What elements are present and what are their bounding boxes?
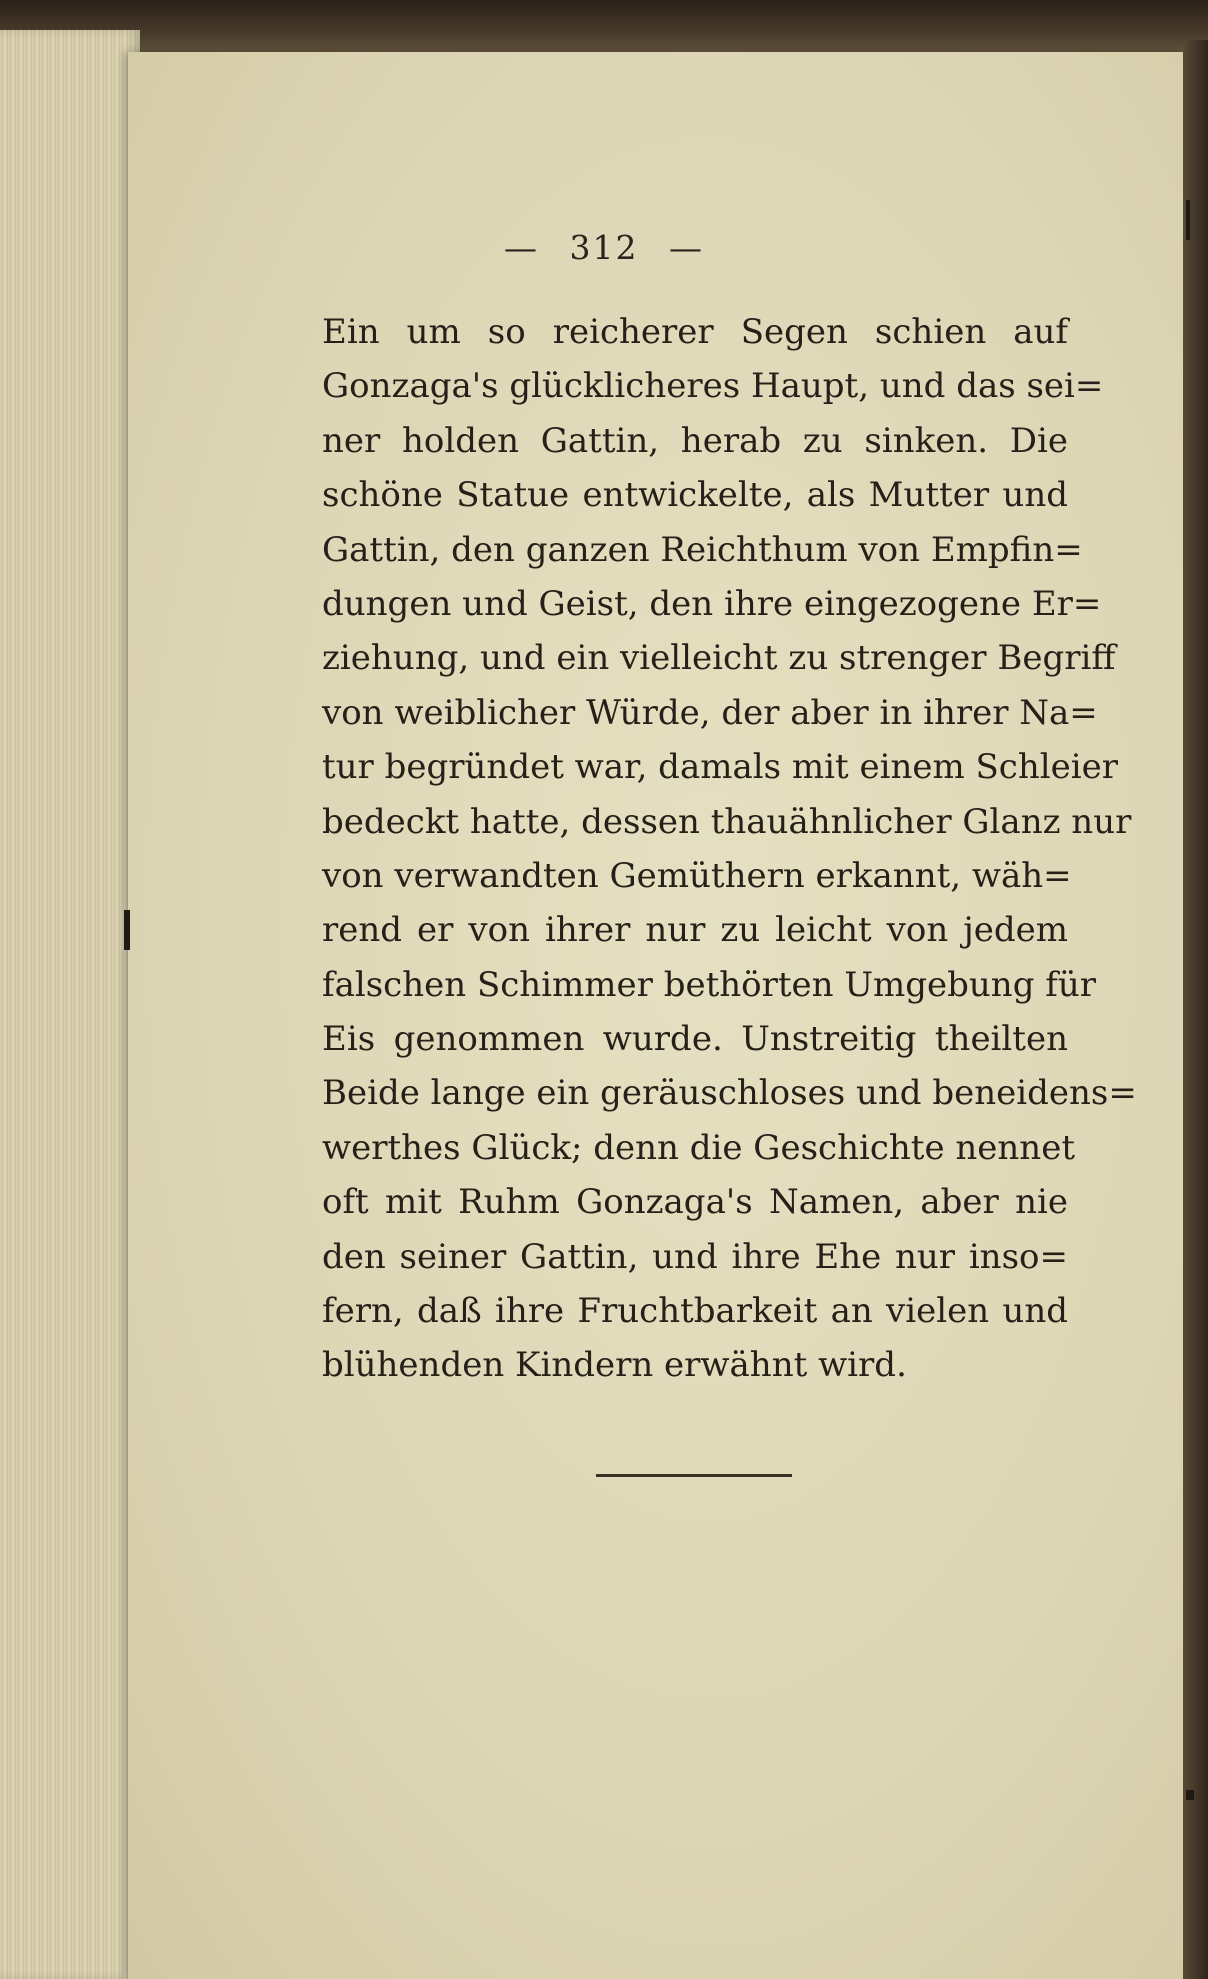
text-line: falschen Schimmer bethörten Umgebung für <box>322 964 1097 1005</box>
page-number <box>0 228 1208 267</box>
text-line: ner holden Gattin, herab zu sinken. Die <box>322 420 1068 461</box>
body-text <box>322 305 1137 1393</box>
text-line: den seiner Gattin, und ihre Ehe nur inso= <box>322 1236 1068 1277</box>
right-page-edge <box>1183 40 1208 1979</box>
margin-mark <box>124 910 130 950</box>
page-number-value: 312 <box>569 228 639 267</box>
page-edges <box>0 30 140 1979</box>
text-line: von weiblicher Würde, der aber in ihrer Na= <box>322 692 1098 733</box>
text-line: rend er von ihrer nur zu leicht von jedem <box>322 910 1068 951</box>
text-line: blühenden Kindern erwähnt wird. <box>322 1345 907 1386</box>
binding-strip <box>0 0 1208 58</box>
end-rule <box>596 1474 792 1477</box>
text-line: Eis genommen wurde. Unstreitig theilten <box>322 1019 1068 1060</box>
text-line: fern, daß ihre Fruchtbarkeit an vielen und <box>322 1291 1068 1332</box>
text-line: tur begründet war, damals mit einem Schleier <box>322 747 1118 788</box>
text-line: von verwandten Gemüthern erkannt, wäh= <box>322 855 1072 896</box>
text-line: ziehung, und ein vielleicht zu strenger Begriff <box>322 638 1116 679</box>
text-line: schöne Statue entwickelte, als Mutter und <box>322 475 1068 516</box>
text-line: oft mit Ruhm Gonzaga's Namen, aber nie <box>322 1182 1068 1223</box>
page-number-dash-left: — <box>504 228 539 267</box>
text-line: werthes Glück; denn die Geschichte nennet <box>322 1127 1075 1168</box>
text-line: Gattin, den ganzen Reichthum von Empfin= <box>322 529 1083 570</box>
text-line: Gonzaga's glücklicheres Haupt, und das sei= <box>322 366 1104 407</box>
text-line: dungen und Geist, den ihre eingezogene Er= <box>322 583 1102 624</box>
text-line: bedeckt hatte, dessen thauähnlicher Glanz nur <box>322 801 1132 842</box>
text-line: Beide lange ein geräuschloses und beneidens= <box>322 1073 1137 1114</box>
page-number-dash-right: — <box>669 228 704 267</box>
margin-mark <box>1186 1790 1194 1800</box>
text-line: Ein um so reicherer Segen schien auf <box>322 312 1068 352</box>
